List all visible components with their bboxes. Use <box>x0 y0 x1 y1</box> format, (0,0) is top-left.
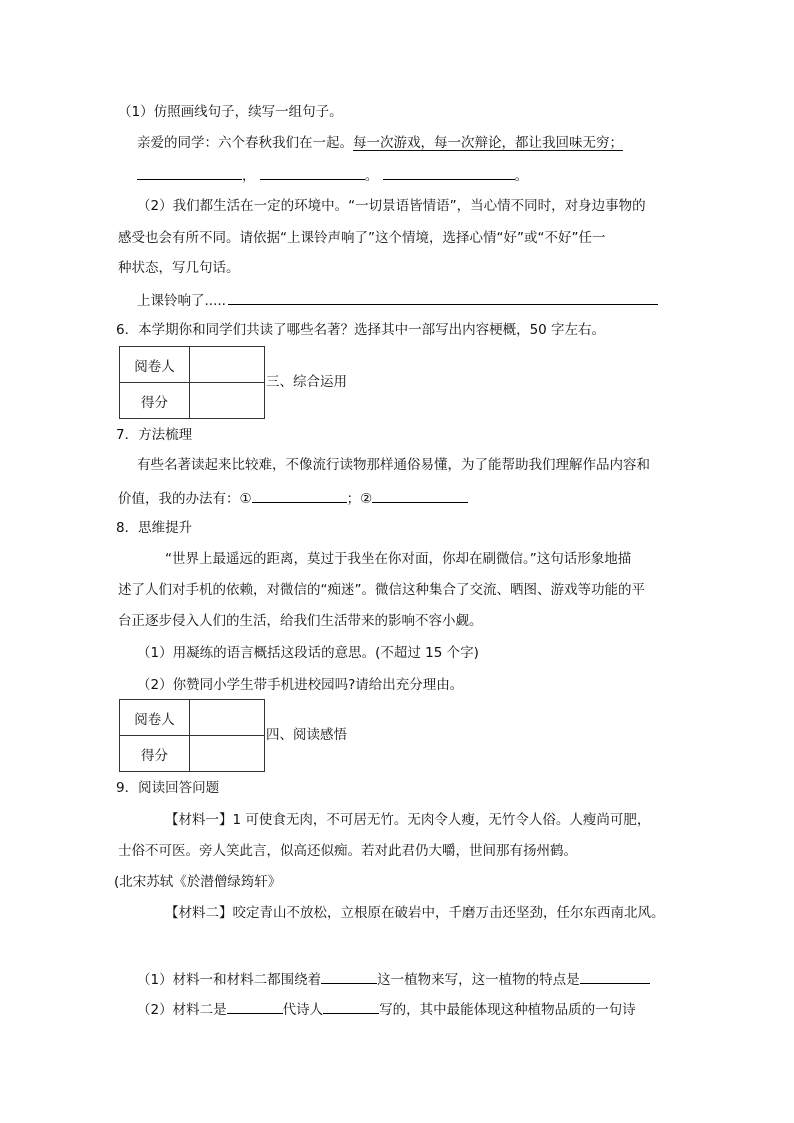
q8-title: 8．思维提升 <box>116 520 193 536</box>
method-blank-1[interactable] <box>252 488 347 503</box>
q5-sub1-blanks <box>137 165 528 183</box>
reviewer-label: 阅卷人 <box>120 347 190 383</box>
answer-blank-3[interactable] <box>383 165 515 180</box>
q7-title: 7．方法梳理 <box>116 427 193 443</box>
feature-blank[interactable] <box>580 969 650 984</box>
q7-line1: 有些名著读起来比较难，不像流行读物那样通俗易懂，为了能帮助我们理解作品内容和 <box>137 457 650 473</box>
q9-sub2-text-b: 代诗人 <box>282 1002 324 1018</box>
q8-para-line1: “世界上最遥远的距离，莫过于我坐在你对面，你却在刷微信。”这句话形象地描 <box>165 551 632 567</box>
q9-sub2-text-c: 写的，其中最能体现这种植物品质的一句诗 <box>379 1002 636 1018</box>
answer-blank-2[interactable] <box>260 165 365 180</box>
section-title-4: 四、阅读感悟 <box>266 727 347 743</box>
dynasty-blank[interactable] <box>227 999 283 1014</box>
q5-sentence-underlined: 每一次游戏，每一次辩论，都让我回味无穷； <box>353 135 623 151</box>
q9-sub1-text-a: （1）材料一和材料二都围绕着 <box>137 972 322 988</box>
q8-para-line3: 台正逐步侵入人们的生活，给我们生活带来的影响不容小觑。 <box>118 613 483 629</box>
score-field[interactable] <box>190 383 265 419</box>
q5-sub2-line1: （2）我们都生活在一定的环境中。“一切景语皆情语”，当心情不同时，对身边事物的 <box>137 198 646 214</box>
reviewer-field[interactable] <box>190 347 265 383</box>
score-table-1 <box>119 346 265 419</box>
reviewer-label: 阅卷人 <box>120 700 190 736</box>
q8-sub1: （1）用凝练的语言概括这段话的意思。(不超过 15 个字) <box>137 645 479 661</box>
q5-sub2-answer <box>137 290 658 308</box>
material1-source: (北宋苏轼《於潜僧绿筠轩》 <box>114 874 282 890</box>
score-table-2 <box>119 699 265 772</box>
score-field[interactable] <box>190 736 265 772</box>
q9-title: 9．阅读回答问题 <box>116 780 220 796</box>
material2: 【材料二】咬定青山不放松，立根原在破岩中，千磨万击还坚劲，任尔东西南北风。 <box>165 905 665 921</box>
answer-blank-long[interactable] <box>228 290 658 305</box>
method-blank-2[interactable] <box>372 488 468 503</box>
q8-para-line2: 述了人们对手机的依赖，对微信的“痴迷”。微信这种集合了交流、晒图、游戏等功能的平 <box>118 582 645 598</box>
comma: ， <box>242 168 256 184</box>
q5-sub2-line3: 种状态，写几句话。 <box>118 260 240 276</box>
score-label: 得分 <box>120 736 190 772</box>
q9-sub2-text-a: （2）材料二是 <box>137 1002 227 1018</box>
q7-line2-lead: 价值，我的办法有：① <box>118 491 252 507</box>
q9-sub2 <box>137 999 636 1017</box>
q5-sub1-sentence <box>137 134 623 152</box>
poet-blank[interactable] <box>323 999 379 1014</box>
q9-sub1 <box>137 969 650 987</box>
q5-sentence-plain: 亲爱的同学：六个春秋我们在一起。 <box>137 135 353 151</box>
section-title-3: 三、综合运用 <box>266 374 347 390</box>
q8-sub2: （2）你赞同小学生带手机进校园吗?请给出充分理由。 <box>137 677 464 693</box>
q5-sub2-line2: 感受也会有所不同。请依据“上课铃声响了”这个情境，选择心情“好”或“不好”任一 <box>118 230 606 246</box>
q5-sub1-prompt: （1）仿照画线句子，续写一组句子。 <box>118 104 343 120</box>
q6-text: 6．本学期你和同学们共读了哪些名著？选择其中一部写出内容梗概，50 字左右。 <box>116 322 606 338</box>
material1-line1: 【材料一】1 可使食无肉，不可居无竹。无肉令人瘦，无竹令人俗。人瘦尚可肥， <box>165 812 651 828</box>
q7-sep: ；② <box>346 491 373 507</box>
q7-line2 <box>118 488 468 506</box>
reviewer-field[interactable] <box>190 700 265 736</box>
period: 。 <box>514 168 529 184</box>
period: 。 <box>364 168 379 184</box>
answer-blank-1[interactable] <box>137 165 242 180</box>
plant-blank[interactable] <box>321 969 377 984</box>
material1-line2: 士俗不可医。旁人笑此言，似高还似痴。若对此君仍大嚼，世间那有扬州鹤。 <box>118 843 577 859</box>
score-label: 得分 <box>120 383 190 419</box>
answer-lead: 上课铃响了..... <box>137 293 226 309</box>
q9-sub1-text-b: 这一植物来写，这一植物的特点是 <box>377 972 580 988</box>
